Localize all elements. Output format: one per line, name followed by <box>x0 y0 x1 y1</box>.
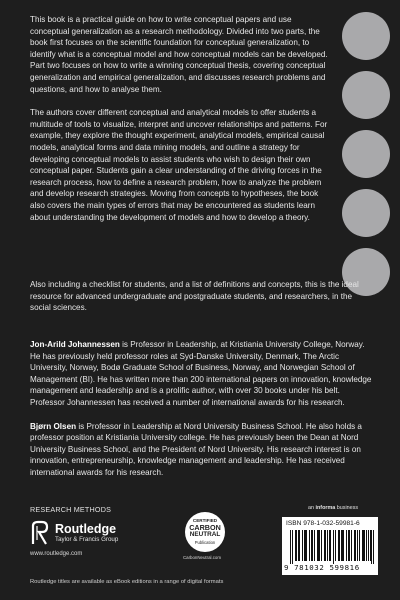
circle-1 <box>342 12 390 60</box>
informa-prefix: an <box>308 505 316 511</box>
circle-3 <box>342 130 390 178</box>
blurb-paragraph-3-wrap <box>30 279 374 326</box>
author-bio-1 <box>30 339 374 409</box>
barcode-bar <box>371 530 372 564</box>
barcode-bar <box>343 530 344 561</box>
carbon-neutral-badge <box>183 512 227 572</box>
informa-brand: informa <box>315 505 336 511</box>
author-text-2: is Professor in Leadership at Nord University Business School. He also holds a professor position at Kristiania University college. He has previously been the Dean at Nord University Business School, and the President of Nord University. His research interest is on innovation, entrepreneurship, knowledge management and leadership. He has received international awards for his research. <box>30 421 362 477</box>
circle-2 <box>342 71 390 119</box>
barcode-bar <box>312 530 313 561</box>
publisher-logo <box>30 520 160 550</box>
decorative-circles <box>342 12 392 307</box>
publisher-group: Taylor & Francis Group <box>55 536 119 543</box>
informa-suffix: business <box>335 505 359 511</box>
publisher-url[interactable]: www.routledge.com <box>30 551 83 557</box>
barcode-bar <box>348 530 349 561</box>
circle-4 <box>342 189 390 237</box>
author-name-1: Jon-Arild Johannessen <box>30 340 120 349</box>
blurb-paragraph-2: The authors cover different conceptual and analytical models to offer students a multitude of tools to visualize, interpret and uncover relationships and patterns. For example, they explore the thought experiment, analytical models, empirical causal models, analytical forms and data mining models, and outline a strategy for developing conceptual models to assist students who wish to design their own conceptual paper. Students gain a clear understanding of the driving forces in the research process, how to define a research problem, how to analyze the problem and develop research strategies. Moving from concepts to hypotheses, the book also covers the main types of errors that may be encountered as students learn about understanding the development of models and how to develop a theory. <box>30 108 328 222</box>
barcode-bar <box>306 530 307 561</box>
barcode-bar <box>318 530 319 561</box>
carbon-publication: Publication <box>194 540 216 545</box>
subject-category: RESEARCH METHODS <box>30 505 112 514</box>
barcode-bar <box>364 530 365 561</box>
barcode-bar <box>324 530 325 561</box>
barcode-bar <box>304 530 305 561</box>
barcode-bar <box>298 530 299 561</box>
author-bio-2 <box>30 421 374 479</box>
author-bios <box>30 339 374 491</box>
author-name-2: Bjørn Olsen <box>30 421 77 431</box>
barcode-bar <box>341 530 342 561</box>
barcode-bar <box>370 530 371 561</box>
barcode-panel <box>282 517 378 575</box>
barcode-bar <box>333 530 334 564</box>
neutral-word: NEUTRAL <box>189 531 221 538</box>
barcode-bar <box>342 530 343 561</box>
barcode-bar <box>296 530 297 561</box>
author-text-1: is Professor in Leadership, at Kristiania University College, Norway. He has previously held professor roles at Syd-Danske University, Denmark, The Arctic University, Norway, Bodø Graduate School of Business, Norway, and Norwegian School of Management (BI). He has written more than 200 international papers on innovation, knowledge management and leadership and is a prolific author, with over 30 books under his belt. Professor Johannessen has received a number of international awards for his research. <box>30 340 372 407</box>
blurb-paragraph-1: This book is a practical guide on how to write conceptual papers and use conceptual generalization as a research methodology. Divided into two parts, the book first focuses on the scientific foundation for conceptual generalization, to identify what is a conceptual model and how conceptual models can be developed. Part two focuses on how to write a winning conceptual thesis, covering conceptual generalization and empirical generalization, and discusses research problems and questions, and how to analyse them. <box>30 15 328 94</box>
isbn-text: ISBN 978-1-032-59981-6 <box>286 520 360 527</box>
barcode-bar <box>339 530 340 561</box>
publisher-name: Routledge <box>55 522 117 536</box>
ebook-note: Routledge titles are available as eBook editions in a range of digital formats <box>30 579 224 585</box>
barcode-bar <box>363 530 364 561</box>
blurb-paragraph-3: Also including a checklist for students, and a list of definitions and concepts, this is the ideal resource for advanced undergraduate and postgraduate students, and researchers, in the social sciences. <box>30 280 359 313</box>
informa-business-label <box>308 505 358 511</box>
barcode-bar <box>357 530 358 561</box>
barcode-bar <box>295 530 296 561</box>
barcode-bar <box>327 530 328 561</box>
barcode-bar <box>335 530 336 561</box>
carbon-neutral-icon <box>185 512 225 552</box>
blurb <box>30 14 330 235</box>
barcode-bar <box>319 530 320 561</box>
barcode-bar <box>373 530 374 564</box>
barcode-bar <box>349 530 350 561</box>
barcode-bar <box>292 530 293 564</box>
barcode-bar <box>311 530 312 561</box>
barcode-bar <box>346 530 347 561</box>
barcode-bar <box>338 530 339 561</box>
barcode-bar <box>366 530 367 561</box>
barcode-bar <box>305 530 306 561</box>
barcode-bar <box>317 530 318 561</box>
barcode-bar <box>351 530 352 561</box>
barcode-bar <box>325 530 326 561</box>
carbon-word: CARBON <box>189 523 221 532</box>
carbon-certified: CERTIFIED <box>192 518 218 523</box>
barcode-bar <box>359 530 360 561</box>
barcode-bar <box>330 530 331 561</box>
barcode-bar <box>355 530 356 561</box>
barcode-bar <box>309 530 310 561</box>
barcode-digits: 9 781032 599816 <box>284 563 360 572</box>
routledge-emblem-icon <box>30 520 50 546</box>
barcode-bar <box>362 530 363 561</box>
barcode-bar <box>368 530 369 561</box>
barcode-bar <box>354 530 355 561</box>
barcode-bar <box>302 530 303 561</box>
barcode-bar <box>314 530 315 561</box>
barcode-bar <box>290 530 291 564</box>
barcode-bar <box>321 530 322 561</box>
barcode-bar <box>329 530 330 561</box>
barcode-icon <box>290 530 374 564</box>
barcode-bar <box>299 530 300 561</box>
carbon-url[interactable]: CarbonNeutral.com <box>182 555 222 560</box>
